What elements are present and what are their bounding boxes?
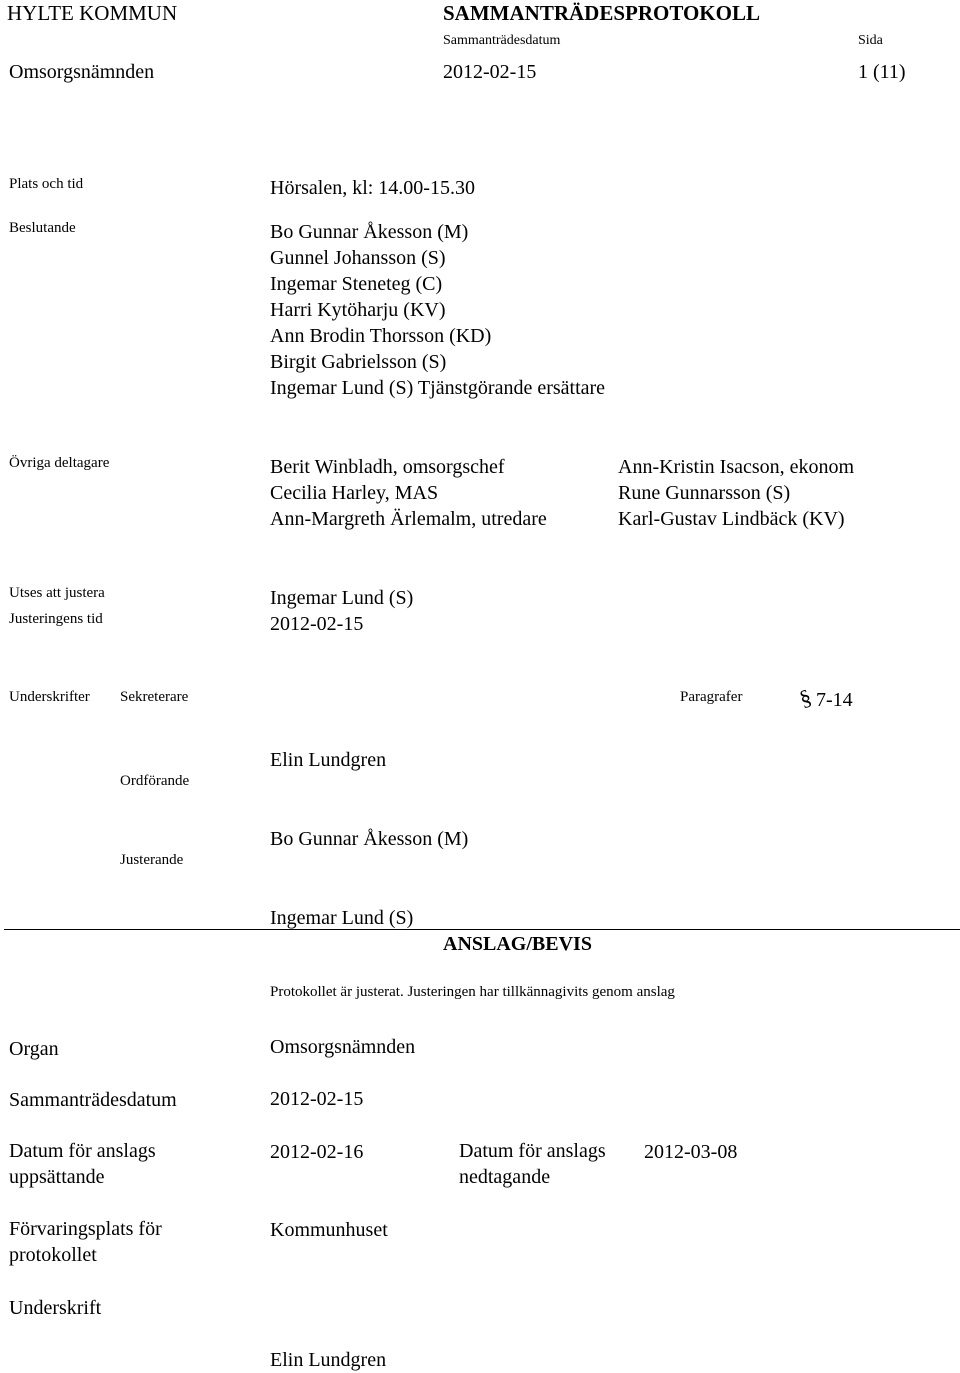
other-participants-col-1	[270, 454, 547, 532]
list-item: Birgit Gabrielsson (S)	[270, 351, 447, 373]
removed-date-label: Datum för anslags nedtagande	[459, 1140, 606, 1188]
signatures-label: Underskrifter	[9, 689, 90, 705]
list-item: Ann Brodin Thorsson (KD)	[270, 325, 492, 347]
adjuster-label: Justerande	[120, 852, 184, 868]
committee-name: Omsorgsnämnden	[9, 61, 155, 83]
adjustment-time-label: Justeringens tid	[9, 611, 103, 627]
other-participants-col-2	[618, 454, 854, 532]
municipality-name: HYLTE KOMMUN	[7, 1, 178, 25]
organ-value: Omsorgsnämnden	[270, 1036, 416, 1058]
storage-label: Förvaringsplats för protokollet	[9, 1218, 162, 1266]
chair-label: Ordförande	[120, 773, 190, 789]
signature-label: Underskrift	[9, 1297, 102, 1319]
page-number: 1 (11)	[858, 61, 906, 83]
list-item: Cecilia Harley, MAS	[270, 482, 439, 504]
document-type: SAMMANTRÄDESPROTOKOLL	[443, 1, 760, 25]
place-value: Hörsalen, kl: 14.00-15.30	[270, 177, 475, 199]
place-label: Plats och tid	[9, 176, 84, 192]
list-item: Gunnel Johansson (S)	[270, 247, 446, 269]
paragraph-symbol: §	[796, 683, 815, 712]
list-item: Rune Gunnarsson (S)	[618, 482, 791, 504]
posted-date-label: Datum för anslags uppsättande	[9, 1140, 156, 1188]
signature-name: Elin Lundgren	[270, 1349, 387, 1371]
notice-date-value: 2012-02-15	[270, 1088, 364, 1110]
removed-date-value: 2012-03-08	[644, 1141, 738, 1163]
page-caption: Sida	[858, 33, 883, 48]
list-item: Ingemar Lund (S) Tjänstgörande ersättare	[270, 377, 606, 399]
list-item: Berit Winbladh, omsorgschef	[270, 456, 505, 478]
meeting-date: 2012-02-15	[443, 61, 537, 83]
section-divider	[4, 929, 960, 930]
paragraphs-value: 7-14	[816, 689, 853, 711]
adjuster-name: Ingemar Lund (S)	[270, 907, 414, 929]
appointed-adjuster-label: Utses att justera	[9, 585, 105, 601]
notice-title: ANSLAG/BEVIS	[443, 933, 592, 955]
adjustment-time-value: 2012-02-15	[270, 613, 364, 635]
organ-label: Organ	[9, 1038, 59, 1060]
posted-date-value: 2012-02-16	[270, 1141, 364, 1163]
notice-statement: Protokollet är justerat. Justeringen har tillkännagivits genom anslag	[270, 984, 675, 1000]
secretary-label: Sekreterare	[120, 689, 189, 705]
storage-value: Kommunhuset	[270, 1219, 388, 1241]
meeting-date-caption: Sammanträdesdatum	[443, 33, 561, 48]
list-item: Ann-Kristin Isacson, ekonom	[618, 456, 855, 478]
paragraphs-label: Paragrafer	[680, 689, 743, 705]
list-item: Ingemar Steneteg (C)	[270, 273, 443, 295]
other-participants-label: Övriga deltagare	[9, 455, 110, 471]
list-item: Bo Gunnar Åkesson (M)	[270, 221, 469, 243]
list-item: Karl-Gustav Lindbäck (KV)	[618, 508, 845, 530]
list-item: Harri Kytöharju (KV)	[270, 299, 446, 321]
chair-name: Bo Gunnar Åkesson (M)	[270, 828, 469, 850]
list-item: Ann-Margreth Ärlemalm, utredare	[270, 508, 547, 530]
notice-date-label: Sammanträdesdatum	[9, 1089, 177, 1111]
deciding-list	[270, 219, 605, 401]
secretary-name: Elin Lundgren	[270, 749, 387, 771]
deciding-label: Beslutande	[9, 220, 76, 236]
appointed-adjuster-value: Ingemar Lund (S)	[270, 587, 414, 609]
